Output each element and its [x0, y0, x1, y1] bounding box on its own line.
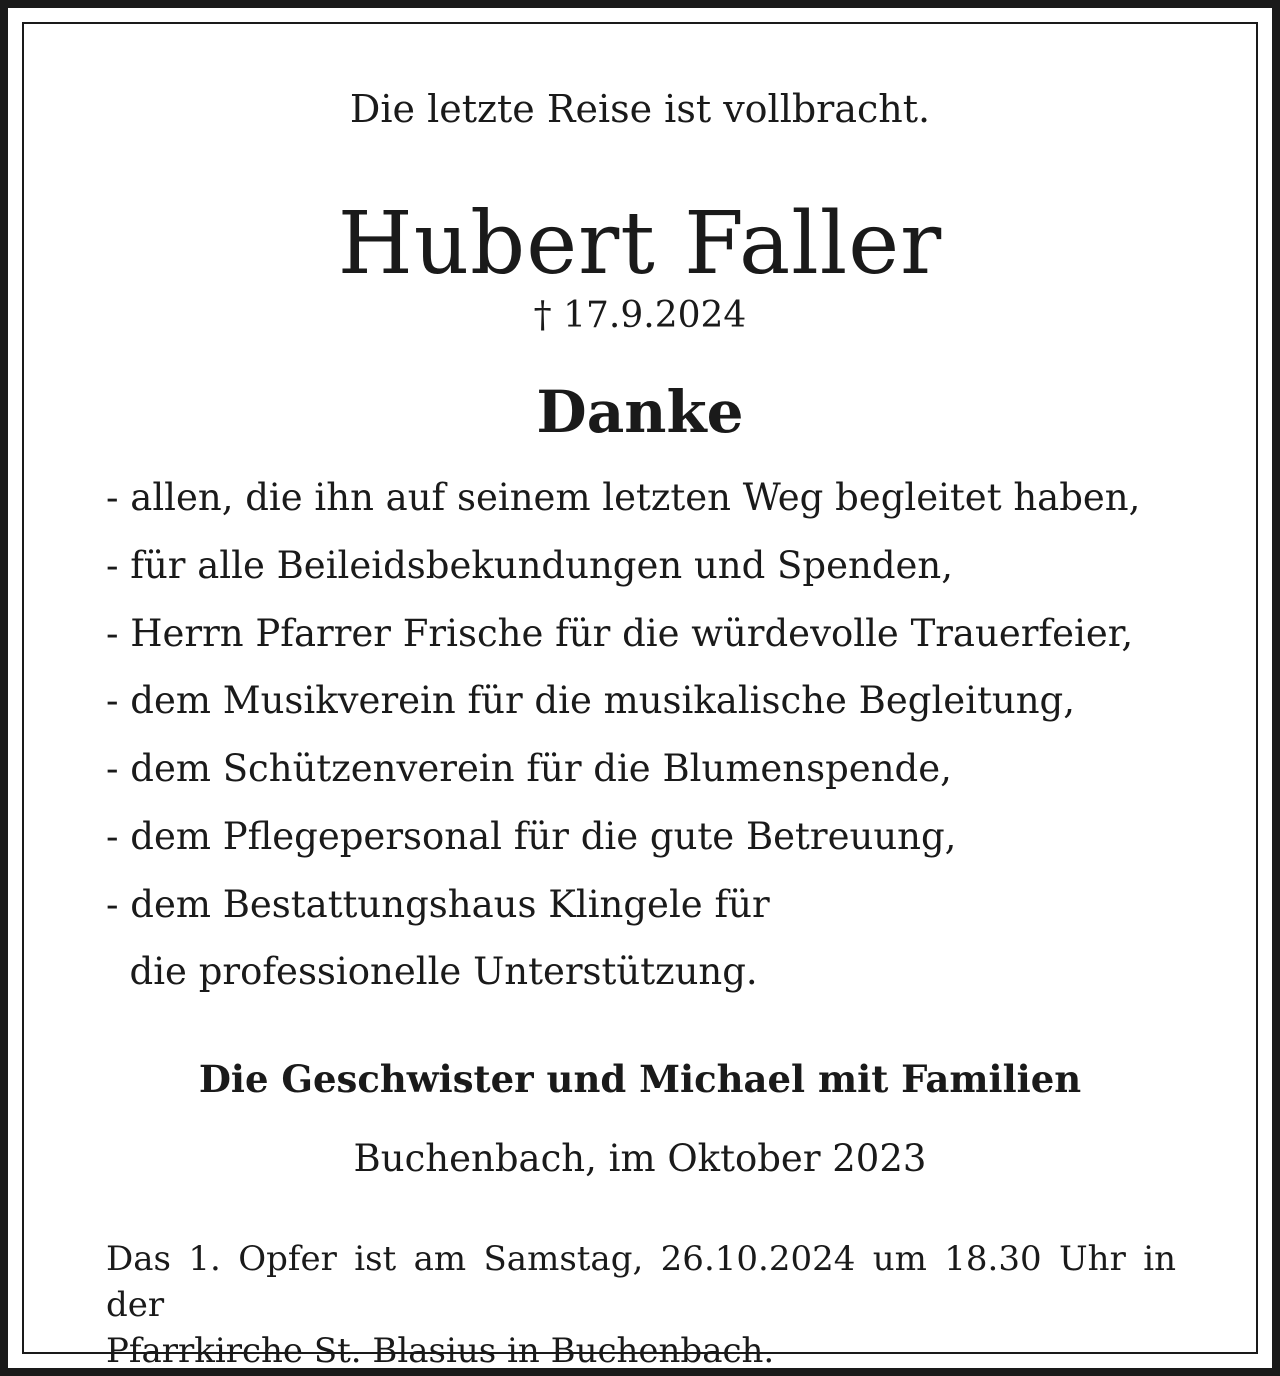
deceased-name: Hubert Faller: [337, 194, 943, 294]
place-date: Buchenbach, im Oktober 2023: [353, 1137, 927, 1180]
signature: Die Geschwister und Michael mit Familien: [198, 1057, 1082, 1101]
thanks-heading: Danke: [536, 378, 744, 446]
thanks-item: - dem Schützenverein für die Blumenspende,: [106, 747, 952, 790]
thanks-item: - für alle Beileidsbekundungen und Spenden,: [106, 544, 953, 587]
thanks-item: - dem Bestattungshaus Klingele für: [106, 883, 770, 926]
intro-text: Die letzte Reise ist vollbracht.: [349, 87, 931, 131]
death-date: † 17.9.2024: [533, 295, 747, 336]
thanks-item: - dem Pflegepersonal für die gute Betreuung,: [106, 815, 957, 858]
thanks-item: - allen, die ihn auf seinem letzten Weg begleitet haben,: [106, 476, 1141, 519]
mass-notice: [106, 1236, 1176, 1374]
mass-notice-line: Das 1. Opfer ist am Samstag, 26.10.2024 um 18.30 Uhr in der: [106, 1239, 1176, 1325]
thanks-item: - Herrn Pfarrer Frische für die würdevolle Trauerfeier,: [106, 612, 1134, 655]
mass-notice-line: Pfarrkirche St. Blasius in Buchenbach.: [106, 1331, 775, 1371]
thanks-item: - dem Musikverein für die musikalische Begleitung,: [106, 679, 1075, 722]
thanks-item: die professionelle Unterstützung.: [106, 950, 758, 993]
